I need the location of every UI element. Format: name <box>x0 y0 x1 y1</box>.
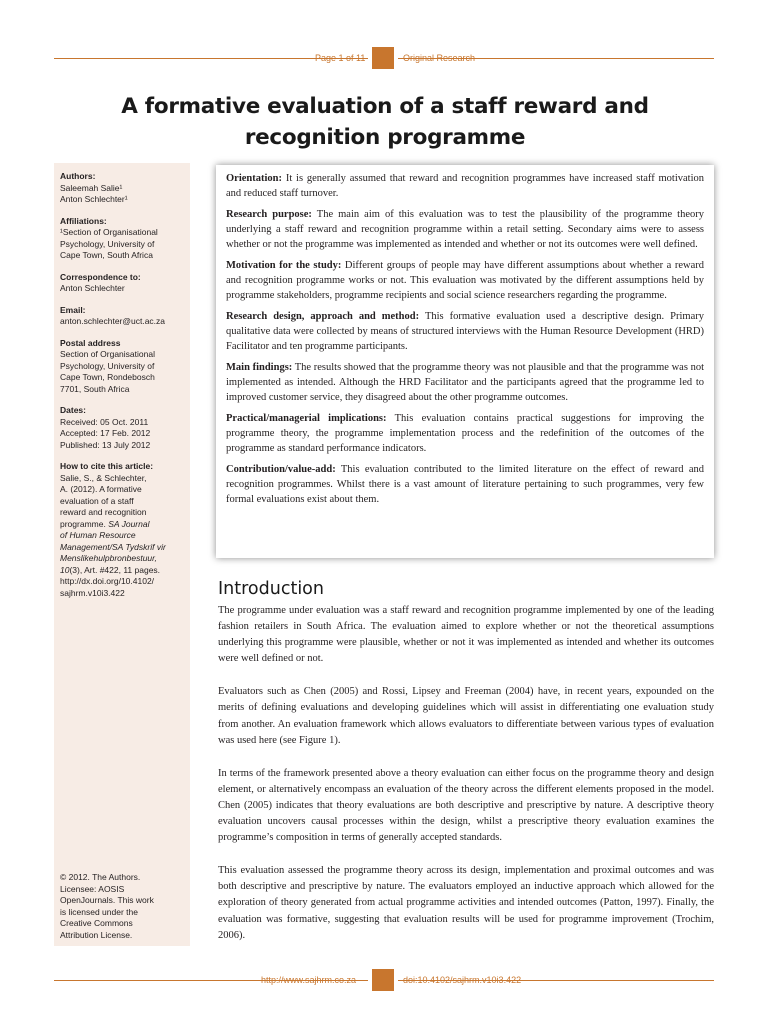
citation-heading: How to cite this article: <box>60 461 154 471</box>
abstract-practical <box>226 411 704 456</box>
citation-journal-line <box>60 530 184 542</box>
citation-line: A. (2012). A formative <box>60 484 142 494</box>
affiliations-block <box>60 216 184 262</box>
body-paragraph: This evaluation assessed the programme theory across its design, implementation and proximal outcomes and was both descriptive and prescriptive by nature. The evaluators employed an inductive approach which allowed for the exploration of theory generated from actual programme activities and intended outcomes (Patton, 1997). Finally, the evaluation was formative, suggesting that evaluation results will be used for programme improvement (Trochim, 2006). <box>218 865 714 941</box>
title-line-2: recognition programme <box>244 125 526 150</box>
license-line: OpenJournals. This work <box>60 895 154 905</box>
citation-journal: Menslikehulpbronbestuur, <box>60 553 157 563</box>
footer-square <box>372 969 394 991</box>
abstract-text: It is generally assumed that reward and recognition programmes have increased staff motivation and reduced staff turnover. <box>226 173 705 199</box>
abstract-motivation <box>226 258 704 303</box>
postal-line: Psychology, University of <box>60 360 155 371</box>
citation-block <box>60 461 184 599</box>
citation-journal-line <box>60 542 184 554</box>
abstract-label: Practical/managerial implications: <box>226 413 387 424</box>
citation-journal: of Human Resource <box>60 530 136 540</box>
abstract-orientation <box>226 171 704 201</box>
email-block <box>60 305 184 328</box>
date-published: Published: 13 July 2012 <box>60 439 151 450</box>
date-received: Received: 05 Oct. 2011 <box>60 416 149 427</box>
citation-journal: SA Journal <box>108 518 150 529</box>
citation-line: evaluation of a staff <box>60 495 134 506</box>
abstract-findings <box>226 360 704 405</box>
article-title <box>80 91 690 153</box>
abstract-text: The main aim of this evaluation was to test the plausibility of the programme theory underlying a staff reward and recognition programme within a retail setting. Secondary aims were to assess whether or not the programme was implemented as intended and whether or not its outcomes were well defined. <box>226 209 704 250</box>
body-paragraph: The programme under evaluation was a staff reward and recognition programme implemented by one of the leading fashion retailers in South Africa. The evaluation aimed to explore whether or not the theoretical assumptions underlying this programme were plausible, whether or not it was implemented as intended and whether its outcomes were well defined or not. <box>218 605 714 665</box>
citation-doi-link[interactable]: http://dx.doi.org/10.4102/ <box>60 576 155 586</box>
page-label: Page 1 of 11 <box>315 53 366 63</box>
license-line: Attribution License. <box>60 929 133 940</box>
article-info-sidebar <box>54 163 190 946</box>
license-line: © 2012. The Authors. <box>60 872 141 882</box>
affiliation-line: Psychology, University of <box>60 238 155 249</box>
citation-volume: 10 <box>60 564 70 575</box>
footer-doi-link[interactable]: doi:10.4102/sajhrm.v10i3.422 <box>403 975 522 985</box>
license-block <box>60 872 186 941</box>
abstract-label: Research design, approach and method: <box>226 311 420 322</box>
license-line: is licensed under the <box>60 906 138 917</box>
body-paragraph: Evaluators such as Chen (2005) and Rossi, Lipsey and Freeman (2004) have, in recent years, expounded on the merits of defining evaluations and developing guidelines which will assist in differentiating one evaluation study from another. An evaluation framework which allows evaluators to differentiate between various types of evaluation was used here (see Figure 1). <box>218 686 714 746</box>
citation-journal: Management/SA Tydskrif vir <box>60 541 166 552</box>
abstract-text: This evaluation contributed to the limited literature on the effect of reward and recognition programmes. Whilst there is a vast amount of literature pertaining to such programmes, very few formal evaluations exist about them. <box>226 464 705 505</box>
email-address[interactable]: anton.schlechter@uct.ac.za <box>60 316 166 326</box>
authors-block <box>60 171 184 206</box>
abstract-label: Motivation for the study: <box>226 260 342 271</box>
body-paragraph: In terms of the framework presented above a theory evaluation can either focus on the programme theory and design element, or alternatively encompass an evaluation of the theory across the different elements proposed in the model. Chen (2005) indicates that theory evaluations are both descriptive and prescriptive by nature. A descriptive theory evaluation uncovers causal processes within the design, whilst a prescriptive theory evaluation examines the programme’s composition in terms of generally accepted standards. <box>218 767 714 844</box>
abstract-box <box>216 165 714 558</box>
citation-line: reward and recognition <box>60 507 147 517</box>
authors-heading: Authors: <box>60 171 96 181</box>
license-line: Creative Commons <box>60 918 133 928</box>
dates-heading: Dates: <box>60 405 86 415</box>
abstract-label: Main findings: <box>226 362 293 373</box>
author-name: Anton Schlechter¹ <box>60 194 128 204</box>
affiliation-line: ¹Section of Organisational <box>60 227 158 237</box>
abstract-contribution <box>226 462 704 507</box>
citation-text: programme. <box>60 518 106 529</box>
section-label: Original Research <box>403 53 476 63</box>
introduction-heading: Introduction <box>218 579 324 599</box>
abstract-label: Research purpose: <box>226 209 312 220</box>
abstract-text: The results showed that the programme theory was not plausible and that the programme was not implemented as intended. Although the HRD Facilitator and the participants agreed that the programme led to improved customer service, they disagreed about the other programme outcomes. <box>226 362 704 403</box>
footer-url-link[interactable]: http://www.sajhrm.co.za <box>261 975 357 985</box>
dates-block <box>60 405 184 451</box>
citation-volume-line <box>60 565 184 577</box>
postal-heading: Postal address <box>60 337 121 348</box>
citation-line: Salie, S., & Schlechter, <box>60 472 147 483</box>
date-accepted: Accepted: 17 Feb. 2012 <box>60 428 151 438</box>
postal-block <box>60 338 184 396</box>
citation-issue: (3), Art. #422, 11 pages. <box>69 564 161 575</box>
citation-line <box>60 519 184 531</box>
license-line: Licensee: AOSIS <box>60 883 125 894</box>
citation-journal-line <box>60 553 184 565</box>
affiliation-line: Cape Town, South Africa <box>60 250 153 260</box>
postal-line: 7701, South Africa <box>60 383 130 394</box>
abstract-label: Orientation: <box>226 173 282 184</box>
postal-line: Cape Town, Rondebosch <box>60 372 155 382</box>
email-heading: Email: <box>60 304 86 315</box>
correspondence-block <box>60 272 184 295</box>
abstract-text: This formative evaluation used a descriptive design. Primary qualitative data were collected by means of structured interviews with the Human Resource Development (HRD) Facilitator and ten programme participants. <box>226 311 705 352</box>
abstract-design <box>226 309 704 354</box>
title-line-1: A formative evaluation of a staff reward and <box>121 94 649 119</box>
correspondence-name: Anton Schlechter <box>60 283 125 293</box>
affiliations-heading: Affiliations: <box>60 215 107 226</box>
citation-doi-link[interactable]: sajhrm.v10i3.422 <box>60 587 125 598</box>
abstract-label: Contribution/value-add: <box>226 464 336 475</box>
author-name: Saleemah Salie¹ <box>60 182 123 193</box>
correspondence-heading: Correspondence to: <box>60 271 141 282</box>
abstract-text: Different groups of people may have different assumptions about whether a reward and recognition programme works or not. This evaluation was motivated by the different assumptions held by programme stakeholders, programme recipients and social science researchers regarding the programme. <box>226 260 704 301</box>
introduction-body <box>218 603 714 961</box>
abstract-purpose <box>226 207 704 252</box>
header-square <box>372 47 394 69</box>
abstract-text: This evaluation contains practical suggestions for improving the programme theory, the programme implementation process and the redefinition of the outcomes of the programme as standard performance indicators. <box>226 413 704 454</box>
postal-line: Section of Organisational <box>60 349 155 359</box>
